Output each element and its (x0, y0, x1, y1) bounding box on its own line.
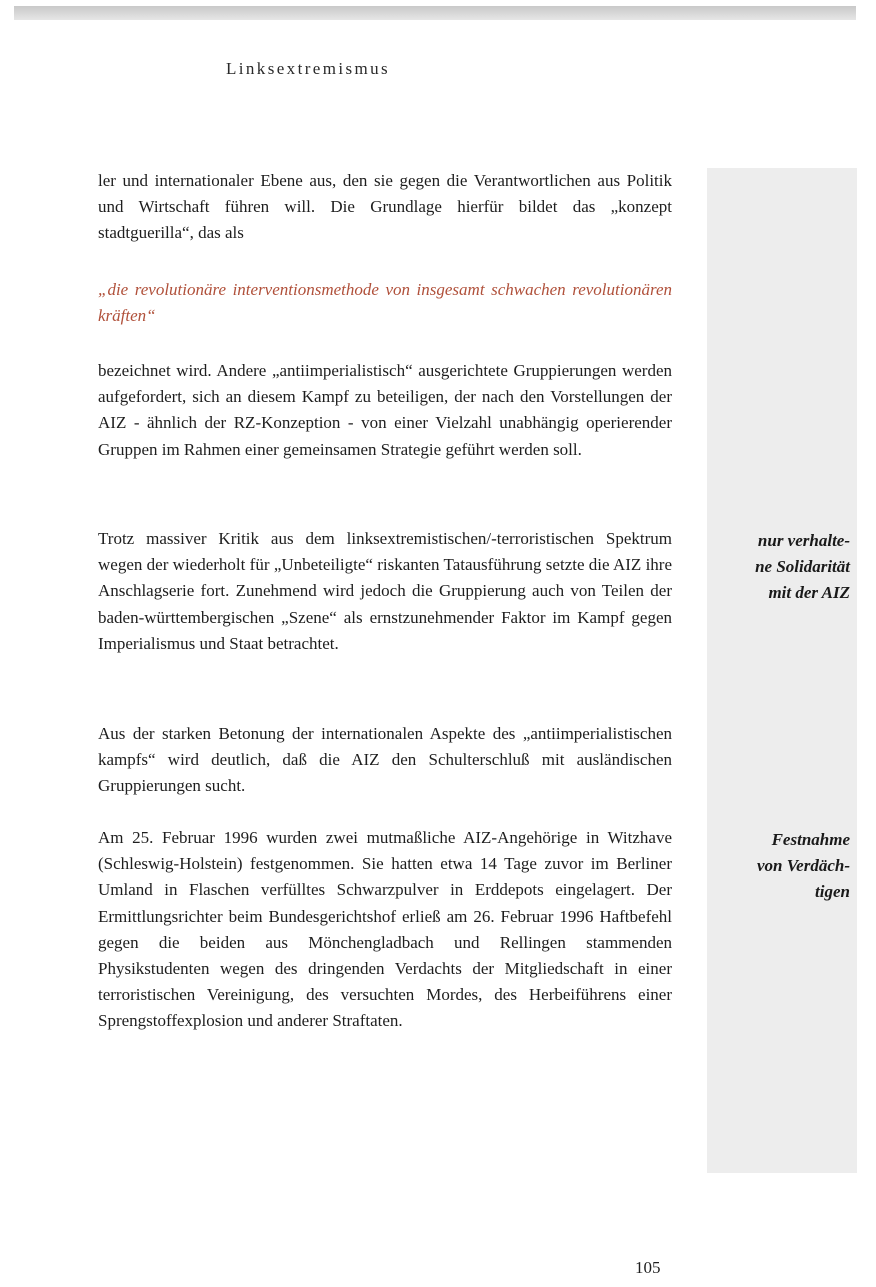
margin-band (707, 168, 857, 1173)
paragraph-festnahme (98, 825, 672, 1035)
paragraph-festnahme-text: Am 25. Februar 1996 wurden zwei mutmaßliche AIZ-Angehörige in Witzhave (Schleswig-Holstein) festgenommen. Sie hatten etwa 14 Tage zuvor im Berliner Umland in Flaschen verfülltes Schwarzpulver in Erddepots eingelagert. Der Ermittlungsrichter beim Bundesgerichtshof erließ am 26. Februar 1996 Haftbefehl gegen die beiden aus Mönchengladbach und Rellingen stammenden Physikstudenten wegen des dringenden Verdachts der Mitgliedschaft in einer terroristischen Vereinigung, des versuchten Mordes, des Herbeiführens einer Sprengstoffexplosion und anderer Straftaten. (98, 828, 672, 1031)
paragraph-intro-text: ler und internationaler Ebene aus, den sie gegen die Verantwortlichen aus Politik und Wirtschaft führen will. Die Grundlage hierfür bildet das „konzept stadtguerilla“, das als (98, 171, 672, 243)
paragraph-kritik (98, 526, 672, 657)
paragraph-kritik-text: Trotz massiver Kritik aus dem linksextremistischen/-terroristischen Spektrum wegen der wiederholt für „Unbeteiligte“ riskanten Tatausführung setzte die AIZ ihre Anschlagserie fort. Zunehmend wird jedoch die Gruppierung auch von Teilen der baden-württembergischen „Szene“ als ernstzunehmender Faktor im Kampf gegen Imperialismus und Staat betrachtet. (98, 529, 672, 653)
paragraph-betonung-text: Aus der starken Betonung der internationalen Aspekte des „antiimperialistischen kampfs“ wird deutlich, daß die AIZ den Schulterschluß mit ausländischen Gruppierungen sucht. (98, 724, 672, 796)
paragraph-after-quote (98, 358, 672, 463)
top-edge-rule (14, 6, 856, 20)
running-head: Linksextremismus (226, 59, 390, 78)
paragraph-betonung (98, 721, 672, 800)
paragraph-intro (98, 168, 672, 247)
margin-note-festnahme: Festnahme von Verdäch- tigen (756, 830, 850, 901)
block-quote: „die revolutionäre interventionsmethode von insgesamt schwachen revolutionären kräften“ (98, 280, 672, 325)
margin-note-solidaritaet: nur verhalte- ne Solidarität mit der AIZ (755, 531, 850, 602)
paragraph-after-quote-text: bezeichnet wird. Andere „antiimperialistisch“ ausgerichtete Gruppierungen werden aufgefordert, sich an diesem Kampf zu beteiligen, der nach den Vorstellungen der AIZ - ähnlich der RZ-Konzeption - von einer Vielzahl unabhängig operierender Gruppen im Rahmen einer gemeinsamen Strategie geführt werden soll. (98, 361, 672, 459)
page-number: 105 (635, 1258, 661, 1277)
